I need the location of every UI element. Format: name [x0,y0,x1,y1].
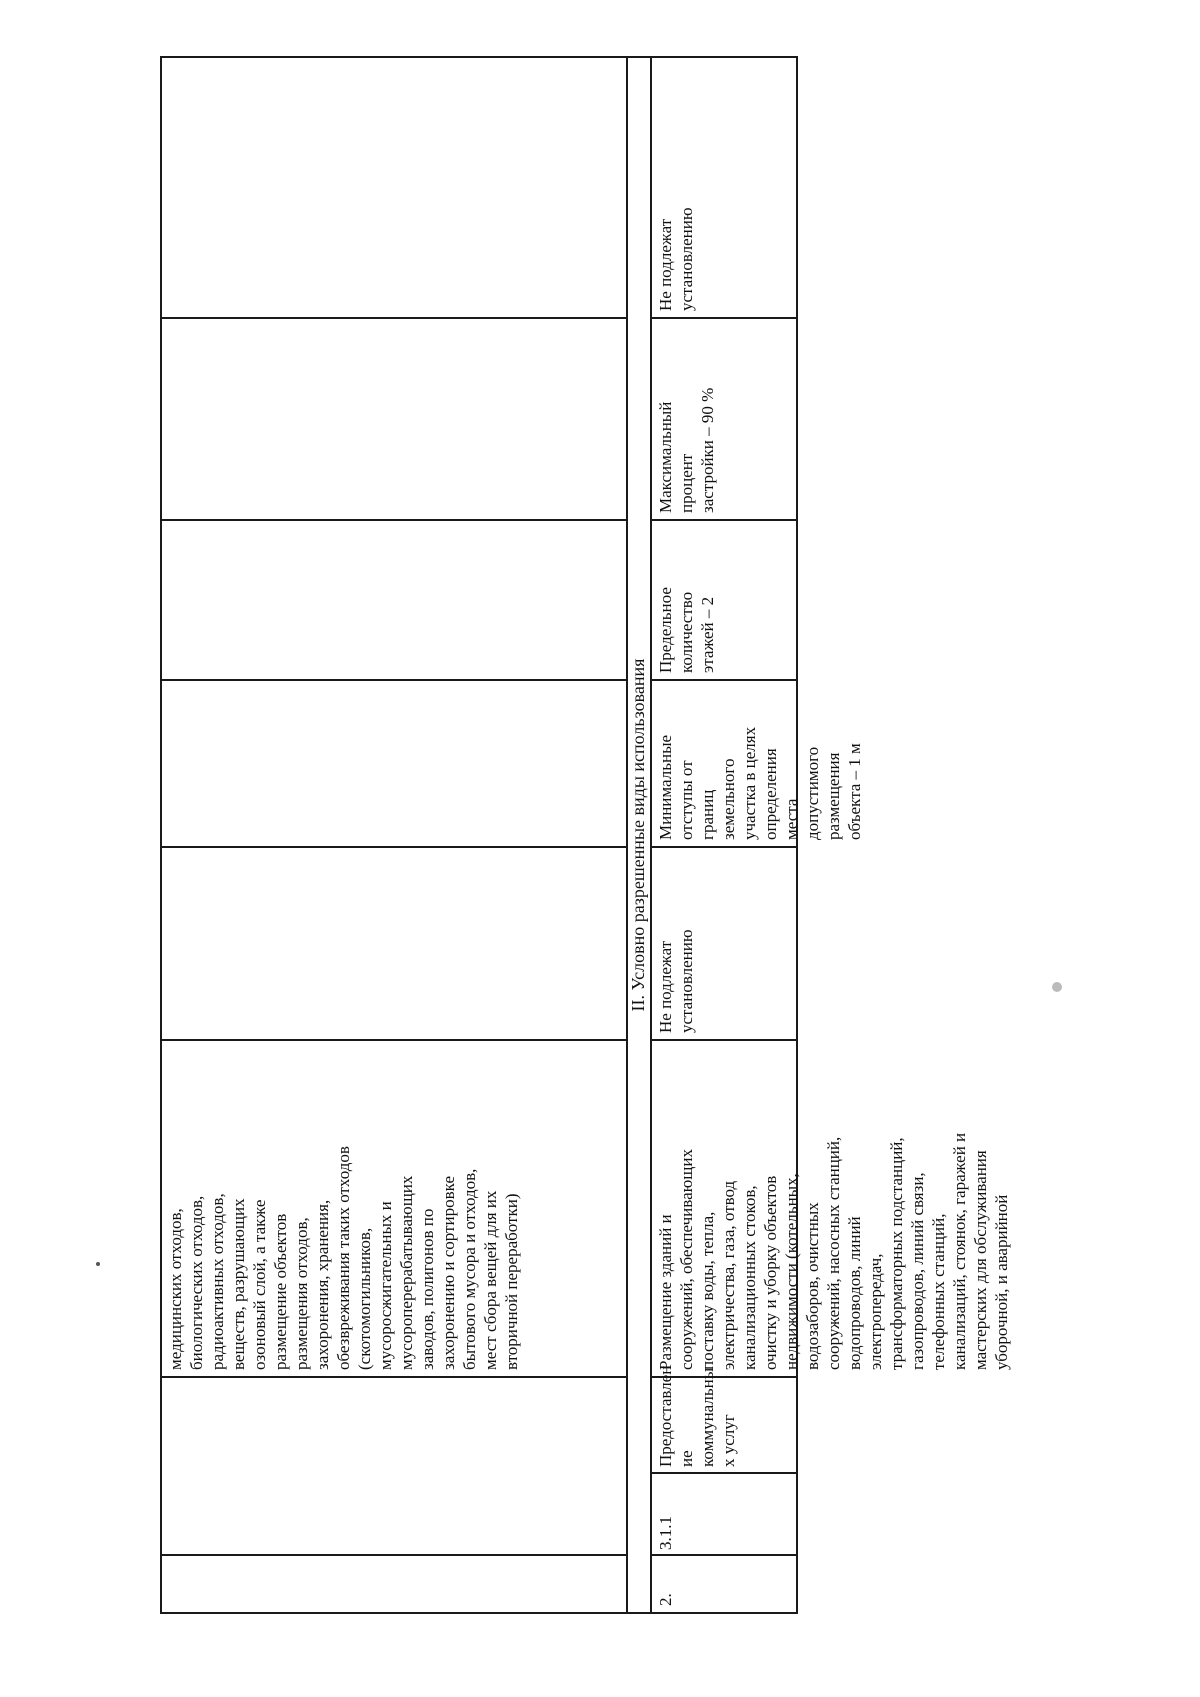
row-code: 3.1.1 [656,1516,675,1550]
section-heading: II. Условно разрешенные виды использования [628,658,648,1012]
row-coverage: Максимальный процент застройки – 90 % [656,387,717,513]
scan-speck [96,1262,100,1266]
row-number: 2. [656,1593,675,1606]
upper-col-line-1 [160,1554,626,1556]
row-description: Размещение зданий и сооружений, обеспечивающих поставку воды, тепла, электричества, газа, отвод канализационных стоков, очистку и уборку объектов недвижимости (котельных, водозаборов, очистных сооружений, насосных станций, водопроводов, линий электропередач, трансформаторных подстанций, газопроводов, линий связи, телефонных станций, канализаций, стоянок, гаражей и мастерских для обслуживания уборочной, и аварийной [656,1132,1011,1370]
row-plot-size: Не подлежат установлению [656,929,696,1033]
rotated-table-sheet [160,56,1011,1614]
row-name: Предоставлен ие коммунальны х услуг [656,1365,738,1467]
table-border-top [160,56,162,1614]
scan-speck [1052,982,1062,992]
lower-col-line-5 [650,846,798,848]
upper-col-line-5 [160,679,626,681]
upper-col-line-3 [160,1039,626,1041]
upper-col-line-7 [160,317,626,319]
upper-activity-description: медицинских отходов, биологических отходов, радиоактивных отходов, веществ, разрушающих озоновый слой, а также размещение объектов размещения отходов, захоронения, хранения, обезвреживания таких отходов (скотомогильников, мусоросжигательных и мусороперерабатывающих заводов, полигонов по захоронению и сортировке бытового мусора и отходов, мест сбора вещей для их вторичной переработки) [166,1146,521,1370]
row-setbacks: Минимальные отступы от границ земельного участка в целях определения места допустимого размещения объекта – 1 м [656,726,864,840]
upper-col-line-2 [160,1376,626,1378]
table-border-left [160,1612,798,1614]
upper-col-line-4 [160,846,626,848]
table-border-right [160,56,798,58]
row-other: Не подлежат установлению [656,207,696,311]
row-floors: Предельное количество этажей – 2 [656,587,717,673]
upper-col-line-6 [160,519,626,521]
